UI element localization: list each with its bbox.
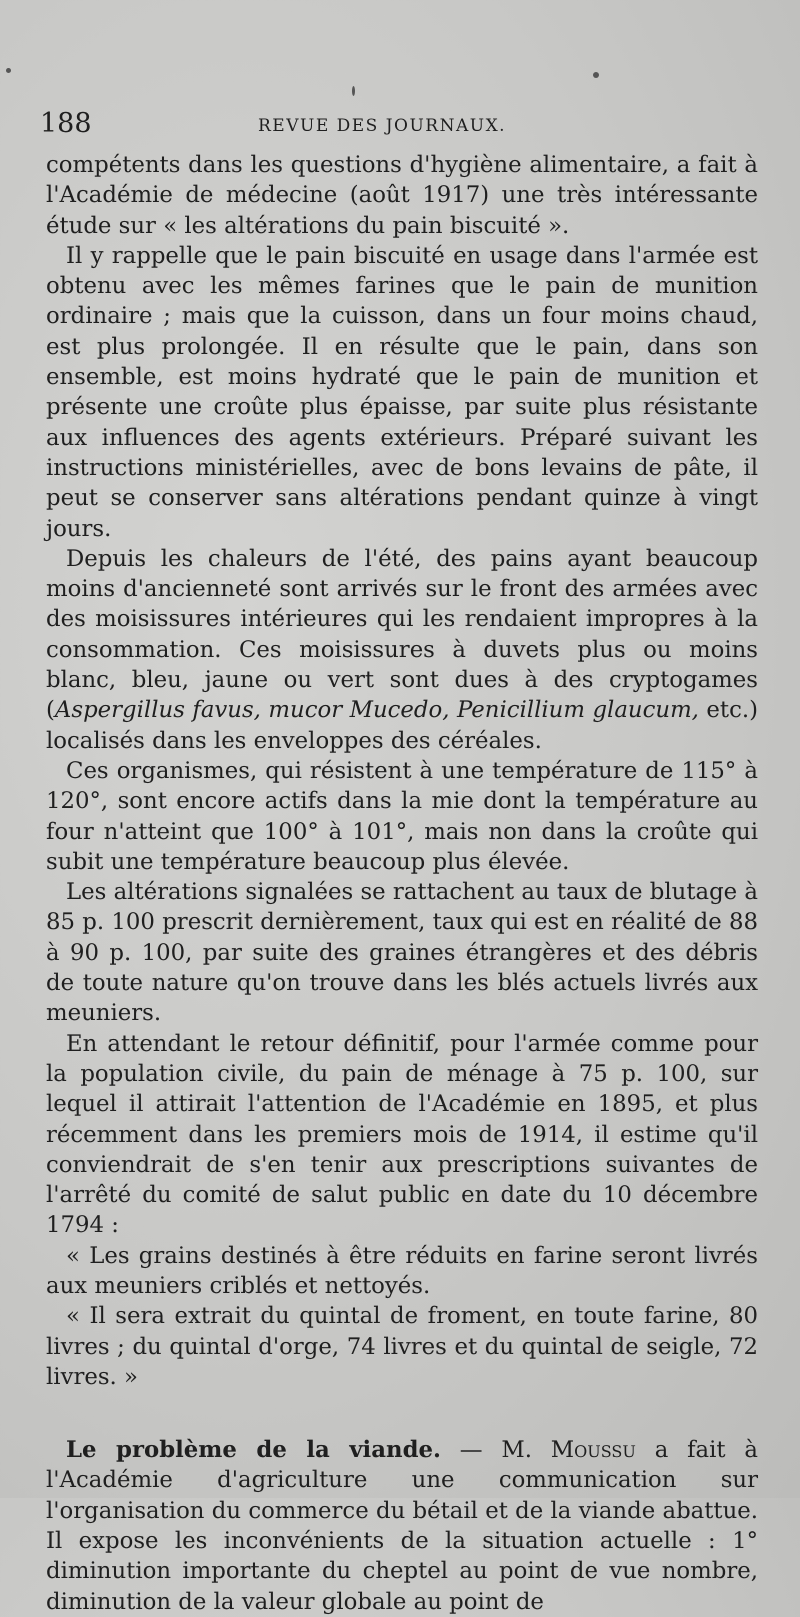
quote-paragraph-1: « Les grains destinés à être réduits en farine seront livrés aux meuniers criblés et nettoyés. [46, 1242, 758, 1299]
page-number: 188 [40, 108, 92, 139]
article-body [46, 150, 758, 1617]
quote-paragraph-2: « Il sera extrait du quintal de froment, en toute farine, 80 livres ; du quintal d'orge, 74 livres et du quintal de seigle, 72 livres. » [46, 1303, 758, 1390]
paragraph-5: Les altérations signalées se rattachent au taux de blutage à 85 p. 100 prescrit dernièrement, taux qui est en réalité de 88 à 90 p. 100, par suite des graines étrangères et des débris de toute nature qu'on trouve dans les blés actuels livrés aux meuniers. [46, 879, 758, 1027]
paragraph-3 [46, 544, 758, 756]
section-text: a fait à l'Académie d'agriculture une communication sur l'organisation du commerce du bétail et de la viande abattue. Il expose les inconvénients de la situation actuelle : 1° diminution importante du cheptel au point de vue nombre, diminution de la valeur globale au point de [46, 1437, 758, 1615]
section-author: Moussu [550, 1437, 636, 1464]
paragraph-6: En attendant le retour définitif, pour l'armée comme pour la population civile, du pain de ménage à 75 p. 100, sur lequel il attirait l'attention de l'Académie en 1895, et plus récemment dans les premiers mois de 1914, il estime qu'il conviendrait de s'en tenir aux prescriptions suivantes de l'arrêté du comité de salut public en date du 10 décembre 1794 : [46, 1030, 758, 1239]
species-names: Aspergillus favus, mucor Mucedo, Penicillium glaucum, [54, 697, 699, 724]
paragraph-1: compétents dans les questions d'hygiène alimentaire, a fait à l'Académie de médecine (août 1917) une très intéressante étude sur « les altérations du pain biscuité ». [46, 152, 758, 239]
paragraph-3-text-after: etc.) localisés dans les enveloppes des céréales. [46, 697, 758, 754]
scan-speck [6, 68, 11, 73]
scan-speck [593, 72, 599, 78]
paragraph-2: Il y rappelle que le pain biscuité en usage dans l'armée est obtenu avec les mêmes farines que le pain de munition ordinaire ; mais que la cuisson, dans un four moins chaud, est plus prolongée. Il en résulte que le pain, dans son ensemble, est moins hydraté que le pain de munition et présente une croûte plus épaisse, par suite plus résistante aux influences des agents extérieurs. Préparé suivant les instructions ministérielles, avec de bons levains de pâte, il peut se conserver sans altérations pendant quinze à vingt jours. [46, 242, 758, 542]
scan-speck [352, 86, 355, 96]
section-dash: — M. [440, 1437, 551, 1464]
running-title: REVUE DES JOURNAUX. [258, 116, 507, 136]
paragraph-3-text-before: Depuis les chaleurs de l'été, des pains ayant beaucoup moins d'ancienneté sont arrivés sur le front des armées avec des moisissures intérieures qui les rendaient impropres à la consommation. Ces moisissures à duvets plus ou moins blanc, bleu, jaune ou vert sont dues à des cryptogames ( [46, 545, 758, 724]
section-heading: Le problème de la viande. [66, 1437, 441, 1464]
section-paragraph [46, 1435, 758, 1617]
page-header [40, 108, 760, 144]
paragraph-4: Ces organismes, qui résistent à une température de 115° à 120°, sont encore actifs dans la mie dont la température au four n'atteint que 100° à 101°, mais non dans la croûte qui subit une température beaucoup plus élevée. [46, 757, 758, 875]
